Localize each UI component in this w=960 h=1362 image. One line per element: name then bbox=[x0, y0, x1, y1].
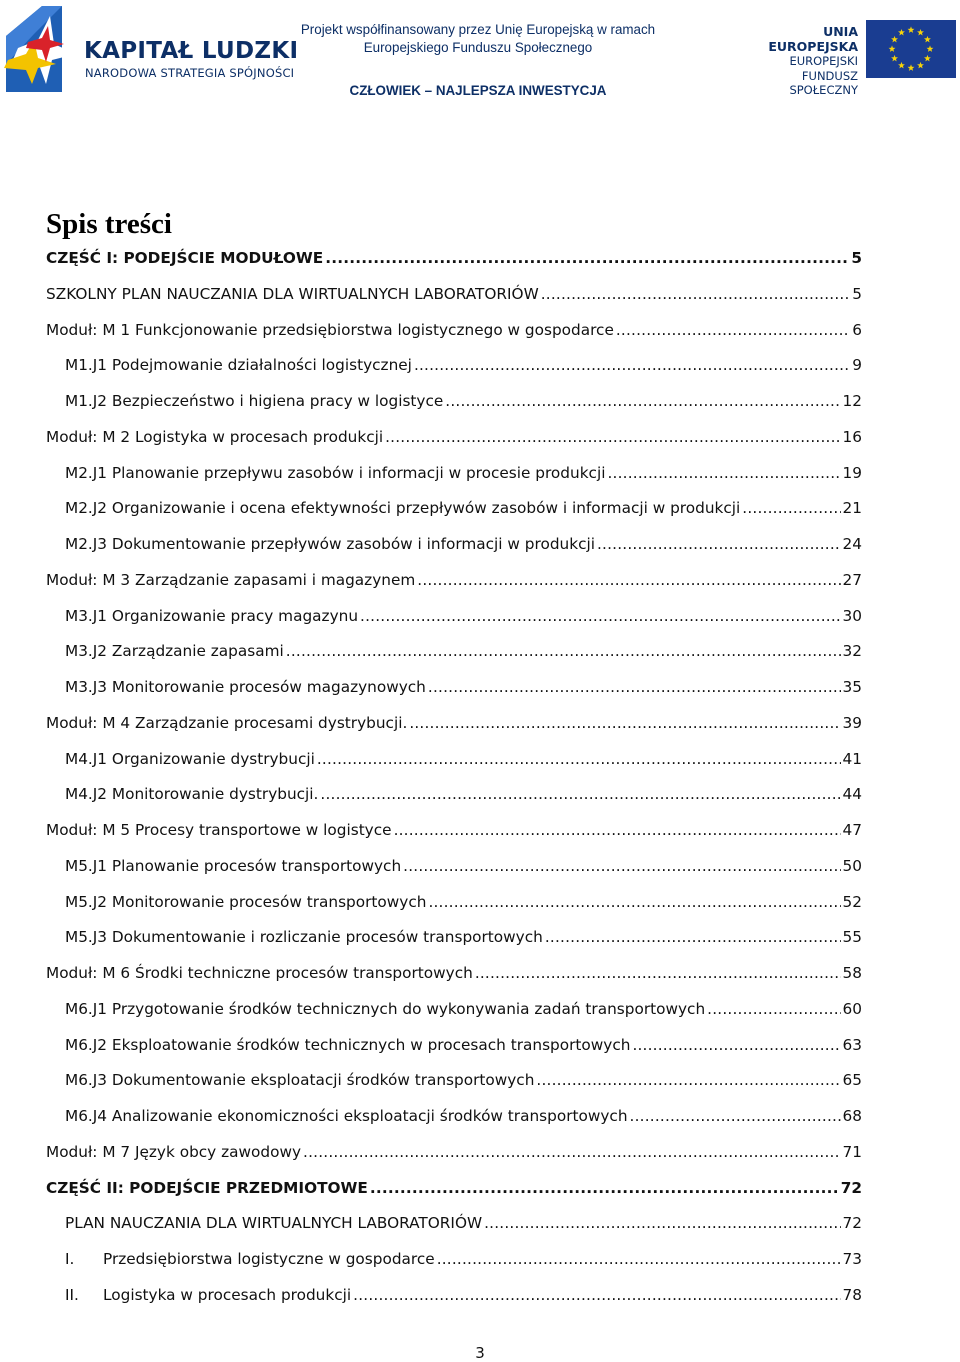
toc-entry-text: M3.J3 Monitorowanie procesów magazynowych bbox=[65, 678, 426, 696]
toc-entry[interactable] bbox=[46, 1243, 862, 1279]
toc-entry-text: M2.J3 Dokumentowanie przepływów zasobów i informacji w produkcji bbox=[65, 535, 595, 553]
toc-entry[interactable] bbox=[46, 743, 862, 779]
toc-entry-text: Moduł: M 6 Środki techniczne procesów transportowych bbox=[46, 964, 473, 982]
logo-title: KAPITAŁ LUDZKI bbox=[84, 38, 299, 64]
toc-entry-number: I. bbox=[65, 1250, 75, 1268]
project-cofinancing-text bbox=[290, 21, 666, 57]
toc-entry-page: 5 bbox=[851, 249, 862, 267]
toc-entry-text: Logistyka w procesach produkcji bbox=[103, 1285, 352, 1304]
toc-entry[interactable] bbox=[46, 278, 862, 314]
toc-entry[interactable] bbox=[46, 349, 862, 385]
toc-entry-text: M6.J1 Przygotowanie środków technicznych do wykonywania zadań transportowych bbox=[65, 999, 706, 1018]
toc-entry-text: M4.J2 Monitorowanie dystrybucji. bbox=[65, 785, 319, 804]
toc-entry-page: 9 bbox=[852, 356, 862, 375]
toc-entry[interactable] bbox=[46, 385, 862, 421]
toc-entry-page: 6 bbox=[852, 320, 862, 339]
toc-entry[interactable] bbox=[46, 1172, 862, 1208]
page-number: 3 bbox=[475, 1344, 485, 1362]
toc-entry-text: Moduł: M 7 Język obcy zawodowy bbox=[46, 1142, 302, 1161]
toc-entry-page: 47 bbox=[842, 821, 862, 839]
toc-entry-text: M3.J1 Organizowanie pracy magazynu bbox=[65, 606, 359, 625]
toc-entry[interactable] bbox=[46, 850, 862, 886]
toc-entry-page: 73 bbox=[842, 1250, 862, 1268]
toc-entry[interactable] bbox=[46, 242, 862, 278]
toc-entry-text: CZĘŚĆ I: PODEJŚCIE MODUŁOWE bbox=[46, 249, 324, 267]
toc-entry-page: 24 bbox=[842, 535, 862, 553]
toc-entry[interactable] bbox=[46, 635, 862, 671]
toc-entry-text: M5.J3 Dokumentowanie i rozliczanie procesów transportowych bbox=[65, 928, 543, 947]
eu-label-line-3: FUNDUSZ SPOŁECZNY bbox=[789, 68, 858, 97]
kapital-ludzki-logo bbox=[4, 4, 299, 94]
project-line-1: Projekt współfinansowany przez Unię Europejską w ramach bbox=[300, 22, 656, 37]
toc-entry[interactable] bbox=[46, 993, 862, 1029]
toc-entry-text: M6.J2 Eksploatowanie środków technicznych w procesach transportowych bbox=[65, 1035, 631, 1054]
toc-entry-page: 21 bbox=[842, 499, 862, 518]
toc-entry[interactable] bbox=[46, 421, 862, 457]
toc-entry-text: Moduł: M 5 Procesy transportowe w logistyce bbox=[46, 821, 392, 839]
toc-entry-text: Moduł: M 3 Zarządzanie zapasami i magazynem bbox=[46, 570, 416, 589]
eu-flag-icon bbox=[866, 20, 956, 78]
toc-entry[interactable] bbox=[46, 314, 862, 350]
toc-entry-text: M4.J1 Organizowanie dystrybucji bbox=[65, 749, 315, 768]
toc-entry[interactable] bbox=[46, 921, 862, 957]
toc-entry-page: 12 bbox=[842, 392, 862, 410]
toc-entry-number: II. bbox=[65, 1285, 79, 1304]
toc-entry[interactable] bbox=[46, 1136, 862, 1172]
toc-entry-page: 39 bbox=[842, 713, 862, 732]
logo-subtitle: NARODOWA STRATEGIA SPÓJNOŚCI bbox=[85, 66, 295, 80]
toc-entry[interactable] bbox=[46, 457, 862, 493]
toc-entry-page: 65 bbox=[842, 1071, 862, 1090]
toc-entry[interactable] bbox=[46, 600, 862, 636]
toc-entry[interactable] bbox=[46, 671, 862, 707]
toc-entry-page: 44 bbox=[842, 785, 862, 804]
toc-entry-page: 55 bbox=[842, 928, 862, 947]
toc-entry[interactable] bbox=[46, 778, 862, 814]
toc-entry-page: 19 bbox=[842, 463, 862, 482]
toc-entry[interactable] bbox=[46, 1207, 862, 1243]
toc-entry-text: M1.J1 Podejmowanie działalności logistycznej bbox=[65, 356, 412, 375]
toc-entry-text: PLAN NAUCZANIA DLA WIRTUALNYCH LABORATORIÓW bbox=[65, 1214, 483, 1233]
project-line-2: Europejskiego Funduszu Społecznego bbox=[363, 40, 593, 55]
toc-entry-page: 78 bbox=[842, 1285, 862, 1304]
toc-entry-text: M5.J1 Planowanie procesów transportowych bbox=[65, 856, 402, 875]
toc-entry-text: SZKOLNY PLAN NAUCZANIA DLA WIRTUALNYCH LABORATORIÓW bbox=[46, 284, 539, 303]
toc-entry-text: M1.J2 Bezpieczeństwo i higiena pracy w logistyce bbox=[65, 392, 444, 410]
toc-heading: Spis treści bbox=[46, 208, 172, 240]
eu-label-line-1: UNIA EUROPEJSKA bbox=[768, 24, 858, 54]
toc-entry-page: 72 bbox=[840, 1178, 862, 1197]
toc-entry[interactable] bbox=[46, 886, 862, 922]
toc-entry-page: 71 bbox=[842, 1142, 862, 1161]
toc-entry-page: 5 bbox=[852, 284, 862, 303]
eu-fund-label bbox=[732, 25, 858, 98]
toc-entry-page: 41 bbox=[842, 749, 862, 768]
toc-entry-text: M6.J3 Dokumentowanie eksploatacji środków transportowych bbox=[65, 1071, 535, 1090]
toc-entry-page: 16 bbox=[842, 427, 862, 446]
toc-entry[interactable] bbox=[46, 564, 862, 600]
toc-entry[interactable] bbox=[46, 1064, 862, 1100]
toc-entry[interactable] bbox=[46, 707, 862, 743]
toc-entry-page: 35 bbox=[842, 678, 862, 696]
toc-entry[interactable] bbox=[46, 1029, 862, 1065]
toc-entry-text: M2.J2 Organizowanie i ocena efektywności przepływów zasobów i informacji w produkcji bbox=[65, 499, 741, 518]
toc-entry-text: CZĘŚĆ II: PODEJŚCIE PRZEDMIOTOWE bbox=[46, 1178, 368, 1197]
toc-entry[interactable] bbox=[46, 492, 862, 528]
toc-entry[interactable] bbox=[46, 528, 862, 564]
toc-entry-page: 30 bbox=[842, 606, 862, 625]
toc-entry-page: 27 bbox=[842, 570, 862, 589]
toc-entry-text: Moduł: M 2 Logistyka w procesach produkcji bbox=[46, 427, 384, 446]
toc-entry[interactable] bbox=[46, 1100, 862, 1136]
eu-label-line-2: EUROPEJSKI bbox=[789, 54, 858, 68]
toc-entry-page: 60 bbox=[842, 999, 862, 1018]
toc-entry-text: M3.J2 Zarządzanie zapasami bbox=[65, 642, 284, 661]
toc-entry-page: 52 bbox=[842, 892, 862, 911]
toc-entry-page: 63 bbox=[842, 1035, 862, 1054]
toc-entry-text: M2.J1 Planowanie przepływu zasobów i informacji w procesie produkcji bbox=[65, 463, 606, 482]
toc-entry-text: Moduł: M 1 Funkcjonowanie przedsiębiorstwa logistycznego w gospodarce bbox=[46, 320, 614, 339]
toc-entry[interactable] bbox=[46, 814, 862, 850]
toc-entry[interactable] bbox=[46, 957, 862, 993]
toc-entry-text: M6.J4 Analizowanie ekonomiczności eksploatacji środków transportowych bbox=[65, 1107, 628, 1125]
toc-entry[interactable] bbox=[46, 1279, 862, 1315]
slogan: CZŁOWIEK – NAJLEPSZA INWESTYCJA bbox=[349, 83, 607, 98]
toc-entry-text: M5.J2 Monitorowanie procesów transportowych bbox=[65, 892, 427, 911]
toc-entry-page: 32 bbox=[842, 642, 862, 661]
toc-entry-page: 72 bbox=[842, 1214, 862, 1233]
toc-entry-text: Moduł: M 4 Zarządzanie procesami dystrybucji. bbox=[46, 713, 408, 732]
table-of-contents bbox=[46, 242, 862, 1315]
toc-entry-page: 68 bbox=[842, 1107, 862, 1125]
kapital-ludzki-emblem-icon bbox=[4, 4, 84, 94]
toc-entry-text: Przedsiębiorstwa logistyczne w gospodarce bbox=[103, 1250, 435, 1268]
toc-entry-page: 58 bbox=[842, 964, 862, 982]
toc-entry-page: 50 bbox=[842, 856, 862, 875]
